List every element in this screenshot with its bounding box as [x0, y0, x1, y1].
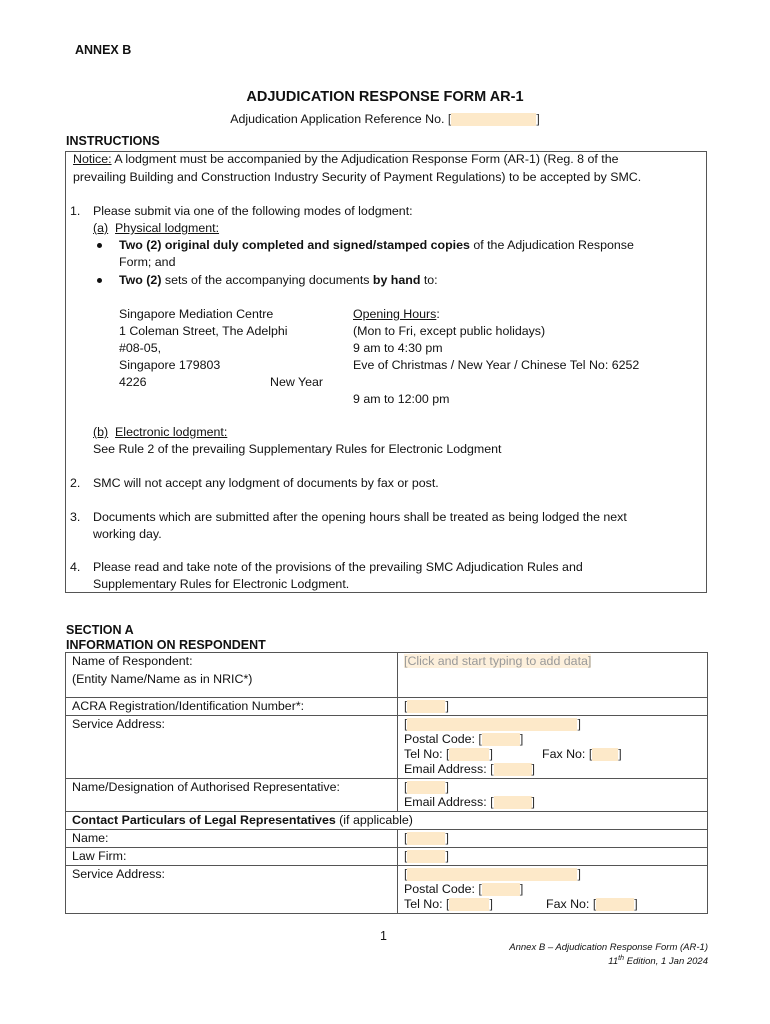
- legal-service-address-label: Service Address:: [66, 866, 398, 914]
- instructions-heading: INSTRUCTIONS: [66, 134, 160, 148]
- electronic-lodgment-heading: (b) Electronic lodgment:: [93, 425, 228, 439]
- opening-hours-title: Opening Hours:: [353, 307, 440, 321]
- hours-line: (Mon to Fri, except public holidays): [353, 324, 546, 338]
- hours-line: 9 am to 4:30 pm: [353, 341, 443, 355]
- reference-label: Adjudication Application Reference No.: [230, 112, 445, 126]
- item-3-line-2: working day.: [93, 527, 162, 541]
- law-firm-label: Law Firm:: [66, 848, 398, 866]
- legal-name-label: Name:: [66, 830, 398, 848]
- authorised-rep-label: Name/Designation of Authorised Representative:: [66, 779, 398, 812]
- new-year-label: New Year: [270, 375, 324, 389]
- item-2-number: 2.: [70, 476, 81, 490]
- table-row: [66, 830, 708, 848]
- item-3-line-1: Documents which are submitted after the opening hours shall be treated as being lodged the next: [93, 510, 627, 524]
- address-line: #08-05,: [119, 341, 162, 355]
- address-line: 4226: [119, 375, 147, 389]
- notice-line-1: Notice: A lodgment must be accompanied by the Adjudication Response Form (AR-1) (Reg. 8 of the: [73, 152, 619, 166]
- respondent-name-input[interactable]: [Click and start typing to add data]: [398, 653, 708, 698]
- form-title: ADJUDICATION RESPONSE FORM AR-1: [246, 89, 524, 105]
- table-row: [66, 698, 708, 716]
- bullet-icon: [97, 243, 102, 248]
- acra-label: ACRA Registration/Identification Number*:: [66, 698, 398, 716]
- bullet-2: Two (2) sets of the accompanying documents by hand to:: [119, 273, 438, 287]
- reference-input[interactable]: [451, 113, 536, 126]
- address-line: 1 Coleman Street, The Adelphi: [119, 324, 288, 338]
- item-2-text: SMC will not accept any lodgment of documents by fax or post.: [93, 476, 439, 490]
- item-3-number: 3.: [70, 510, 81, 524]
- item-4-line-2: Supplementary Rules for Electronic Lodgment.: [93, 577, 350, 591]
- footer-doc-info: [509, 942, 708, 967]
- table-row: [66, 653, 708, 698]
- item-4-number: 4.: [70, 560, 81, 574]
- service-address-fields[interactable]: [ ] Postal Code: [ ] Tel No: [ ] Fax No: [ ] Email Address: [ ]: [398, 716, 708, 779]
- acra-input[interactable]: [ ]: [398, 698, 708, 716]
- table-row: [66, 848, 708, 866]
- hours-line: Eve of Christmas / New Year / Chinese Tel No: 6252: [353, 358, 640, 372]
- service-address-label: Service Address:: [66, 716, 398, 779]
- notice-line-2: prevailing Building and Construction Industry Security of Payment Regulations) to be accepted by SMC.: [73, 170, 642, 184]
- item-1-text: Please submit via one of the following modes of lodgment:: [93, 204, 413, 218]
- table-row: [66, 866, 708, 914]
- electronic-lodgment-text: See Rule 2 of the prevailing Supplementary Rules for Electronic Lodgment: [93, 442, 502, 456]
- respondent-name-label: Name of Respondent: (Entity Name/Name as in NRIC*): [66, 653, 398, 698]
- item-4-line-1: Please read and take note of the provisions of the prevailing SMC Adjudication Rules and: [93, 560, 583, 574]
- law-firm-input[interactable]: [ ]: [398, 848, 708, 866]
- footer-doc-name: Annex B – Adjudication Response Form (AR-1): [509, 942, 708, 953]
- legal-name-input[interactable]: [ ]: [398, 830, 708, 848]
- footer-edition: 11th Edition, 1 Jan 2024: [608, 955, 708, 968]
- authorised-rep-fields[interactable]: [ ] Email Address: [ ]: [398, 779, 708, 812]
- table-row: [66, 716, 708, 779]
- legal-rep-heading: Contact Particulars of Legal Representatives (if applicable): [66, 812, 708, 830]
- hours-eve-line: 9 am to 12:00 pm: [353, 392, 450, 406]
- item-1-number: 1.: [70, 204, 81, 218]
- instructions-box: [65, 151, 707, 593]
- section-a-heading: SECTION A INFORMATION ON RESPONDENT: [66, 623, 266, 652]
- bullet-1-line-1: Two (2) original duly completed and signed/stamped copies of the Adjudication Response: [119, 238, 634, 252]
- reference-line: Adjudication Application Reference No. [ ]: [230, 112, 540, 126]
- annex-label: ANNEX B: [75, 43, 132, 57]
- address-line: Singapore Mediation Centre: [119, 307, 274, 321]
- page-number: 1: [380, 929, 387, 943]
- table-row: [66, 779, 708, 812]
- legal-service-address-fields[interactable]: [ ] Postal Code: [ ] Tel No: [ ] Fax No: [ ]: [398, 866, 708, 914]
- bullet-icon: [97, 278, 102, 283]
- table-row: [66, 812, 708, 830]
- physical-lodgment-heading: (a) Physical lodgment:: [93, 221, 220, 235]
- respondent-table: [65, 652, 708, 914]
- address-line: Singapore 179803: [119, 358, 221, 372]
- bullet-1-line-2: Form; and: [119, 255, 176, 269]
